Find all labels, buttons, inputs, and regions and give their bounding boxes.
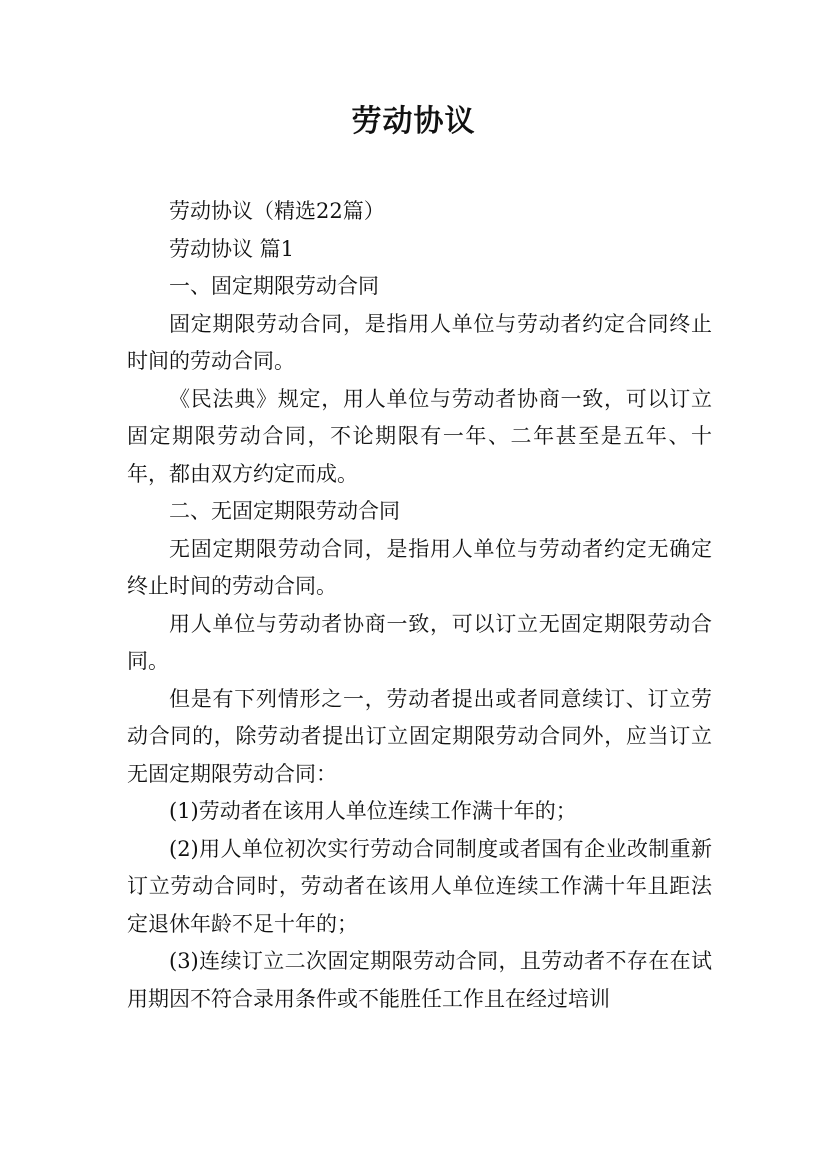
paragraph-condition-one: (1)劳动者在该用人单位连续工作满十年的； <box>169 799 577 823</box>
paragraph-agreement-rule: 用人单位与劳动者协商一致，可以订立无固定期限劳动合同。 <box>127 611 712 673</box>
paragraph-condition-three: (3)连续订立二次固定期限劳动合同，且劳动者不存在在试用期因不符合录用条件或不能胜任工作且在经过培训 <box>127 949 712 1011</box>
paragraph-condition-two: (2)用人单位初次实行劳动合同制度或者国有企业改制重新订立劳动合同时，劳动者在该用人单位连续工作满十年且距法定退休年龄不足十年的； <box>127 836 712 936</box>
paragraph-open-term-definition: 无固定期限劳动合同，是指用人单位与劳动者约定无确定终止时间的劳动合同。 <box>127 536 712 598</box>
paragraph-conditions-intro: 但是有下列情形之一，劳动者提出或者同意续订、订立劳动合同的，除劳动者提出订立固定期限劳动合同外，应当订立无固定期限劳动合同： <box>127 686 712 786</box>
paragraph-section-one-heading: 一、固定期限劳动合同 <box>169 274 379 298</box>
document-title: 劳动协议 <box>351 104 476 139</box>
document-body <box>127 193 712 1018</box>
paragraph-civil-code-rule: 《民法典》规定，用人单位与劳动者协商一致，可以订立固定期限劳动合同，不论期限有一年、二年甚至是五年、十年，都由双方约定而成。 <box>127 386 712 486</box>
paragraph-selection-title: 劳动协议（精选22篇） <box>169 199 385 223</box>
paragraph-fixed-term-definition: 固定期限劳动合同，是指用人单位与劳动者约定合同终止时间的劳动合同。 <box>127 311 712 373</box>
paragraph-section-two-heading: 二、无固定期限劳动合同 <box>169 499 400 523</box>
paragraph-part-heading: 劳动协议 篇1 <box>169 236 295 261</box>
